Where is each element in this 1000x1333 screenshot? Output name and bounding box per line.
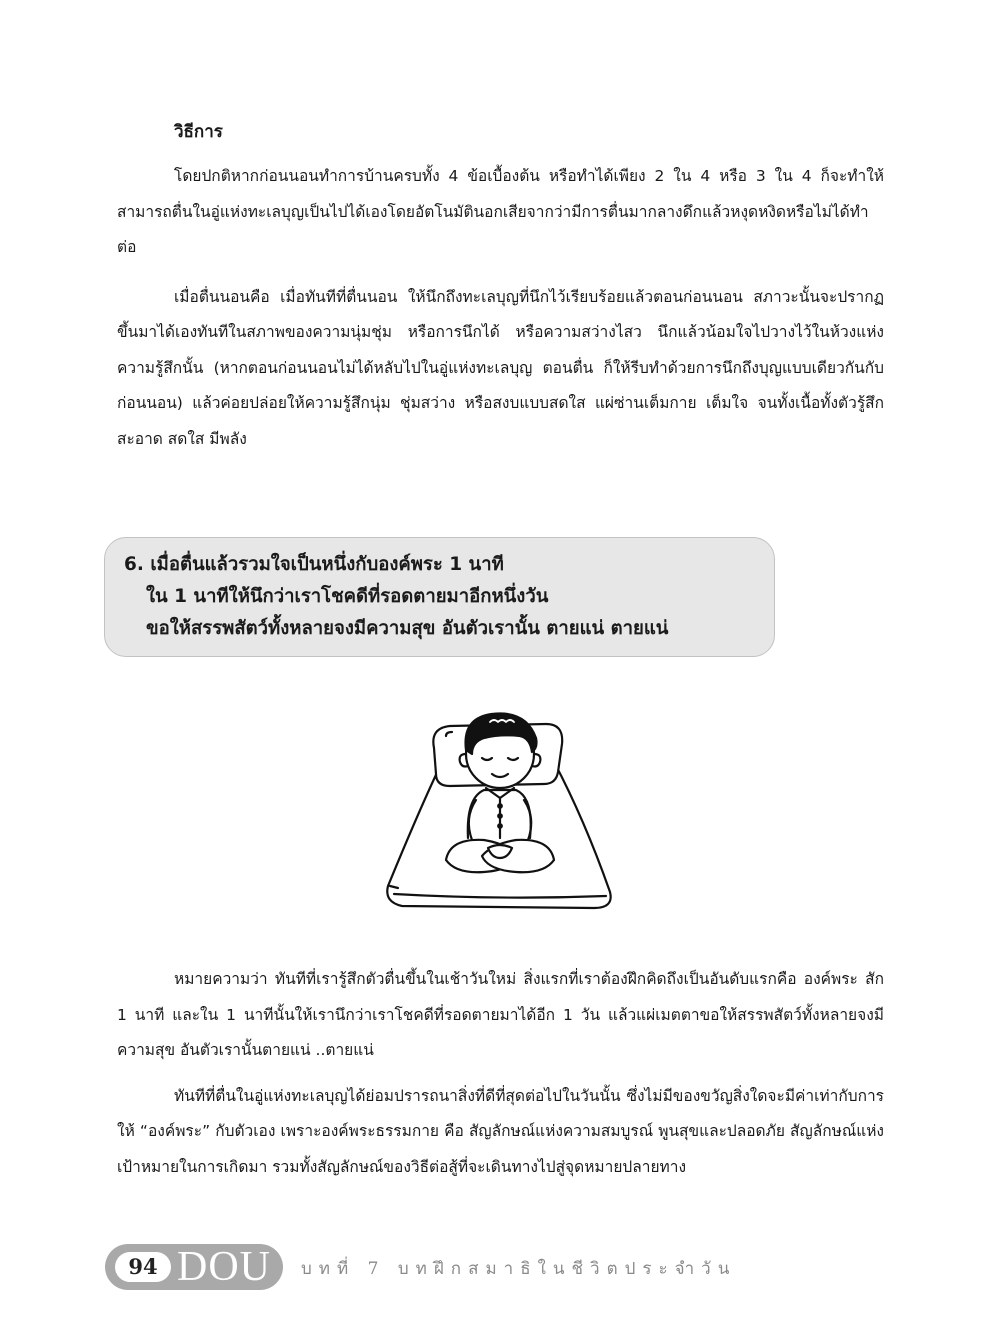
paragraph: เมื่อตื่นนอนคือ เมื่อทันทีที่ตื่นนอน ให้นึกถึงทะเลบุญที่นึกไว้เรียบร้อยแล้วตอนก่อนนอน สภาวะนั้นจะปรากฏขึ้นมาได้เองทันทีในสภาพของความนุ่มชุ่ม หรือการนึกได้ หรือความสว่างไสว นึกแล้วน้อมใจไปวางไว้ในห้วงแห่งความรู้สึกนั้น (หากตอนก่อนนอนไม่ได้หลับไปในอู่แห่งทะเลบุญ ตอนตื่น ก็ให้รีบทำด้วยการนึกถึงบุญแบบเดียวกันกับก่อนนอน) แล้วค่อยปล่อยให้ความรู้สึกนุ่ม ชุ่มสว่าง หรือสงบแบบสดใส แผ่ซ่านเต็มกาย เต็มใจ จนทั้งเนื้อทั้งตัวรู้สึกสะอาด สดใส มีพลัง (117, 287, 884, 448)
footer-pill (105, 1244, 283, 1290)
section-heading: วิธีการ (174, 122, 223, 142)
callout-line: 6. เมื่อตื่นแล้วรวมใจเป็นหนึ่งกับองค์พระ 1 นาที (124, 554, 504, 575)
meditating-child-icon (380, 688, 620, 920)
meaning-section (117, 962, 884, 1185)
callout-box (104, 537, 775, 657)
brand-logo: DOU (177, 1244, 271, 1290)
callout-line: ใน 1 นาทีให้นึกว่าเราโชคดีที่รอดตายมาอีกหนึ่งวัน (146, 586, 549, 607)
method-section (117, 118, 884, 457)
paragraph: โดยปกติหากก่อนนอนทำการบ้านครบทั้ง 4 ข้อเบื้องต้น หรือทำได้เพียง 2 ใน 4 หรือ 3 ใน 4 ก็จะทำให้สามารถตื่นในอู่แห่งทะเลบุญเป็นไปได้เองโดยอัตโนมัตินอกเสียจากว่ามีการตื่นมากลางดึกแล้วหงุดหงิดหรือไม่ได้ทำต่อ (117, 167, 884, 256)
page-number: 94 (115, 1252, 171, 1282)
paragraph: ทันทีที่ตื่นในอู่แห่งทะเลบุญได้ย่อมปรารถนาสิ่งที่ดีที่สุดต่อไปในวันนั้น ซึ่งไม่มีของขวัญสิ่งใดจะมีค่าเท่ากับการให้ “องค์พระ” กับตัวเอง เพราะองค์พระธรรมกาย คือ สัญลักษณ์แห่งความสมบูรณ์ พูนสุขและปลอดภัย สัญลักษณ์แห่งเป้าหมายในการเกิดมา รวมทั้งสัญลักษณ์ของวิธีต่อสู้ที่จะเดินทางไปสู่จุดหมายปลายทาง (117, 1086, 884, 1176)
page-footer (105, 1244, 885, 1290)
callout-line: ขอให้สรรพสัตว์ทั้งหลายจงมีความสุข อันตัวเรานั้น ตายแน่ ตายแน่ (146, 618, 669, 639)
paragraph: หมายความว่า ทันทีที่เรารู้สึกตัวตื่นขึ้นในเช้าวันใหม่ สิ่งแรกที่เราต้องฝึกคิดถึงเป็นอันดับแรกคือ องค์พระ สัก 1 นาที และใน 1 นาทีนั้นให้เรานึกว่าเราโชคดีที่รอดตายมาได้อีก 1 วัน แล้วแผ่เมตตาขอให้สรรพสัตว์ทั้งหลายจงมีความสุข อันตัวเรานั้นตายแน่ ..ตายแน่ (117, 970, 884, 1059)
chapter-title: บทที่ 7 บทฝึกสมาธิในชีวิตประจำวัน (301, 1259, 737, 1279)
